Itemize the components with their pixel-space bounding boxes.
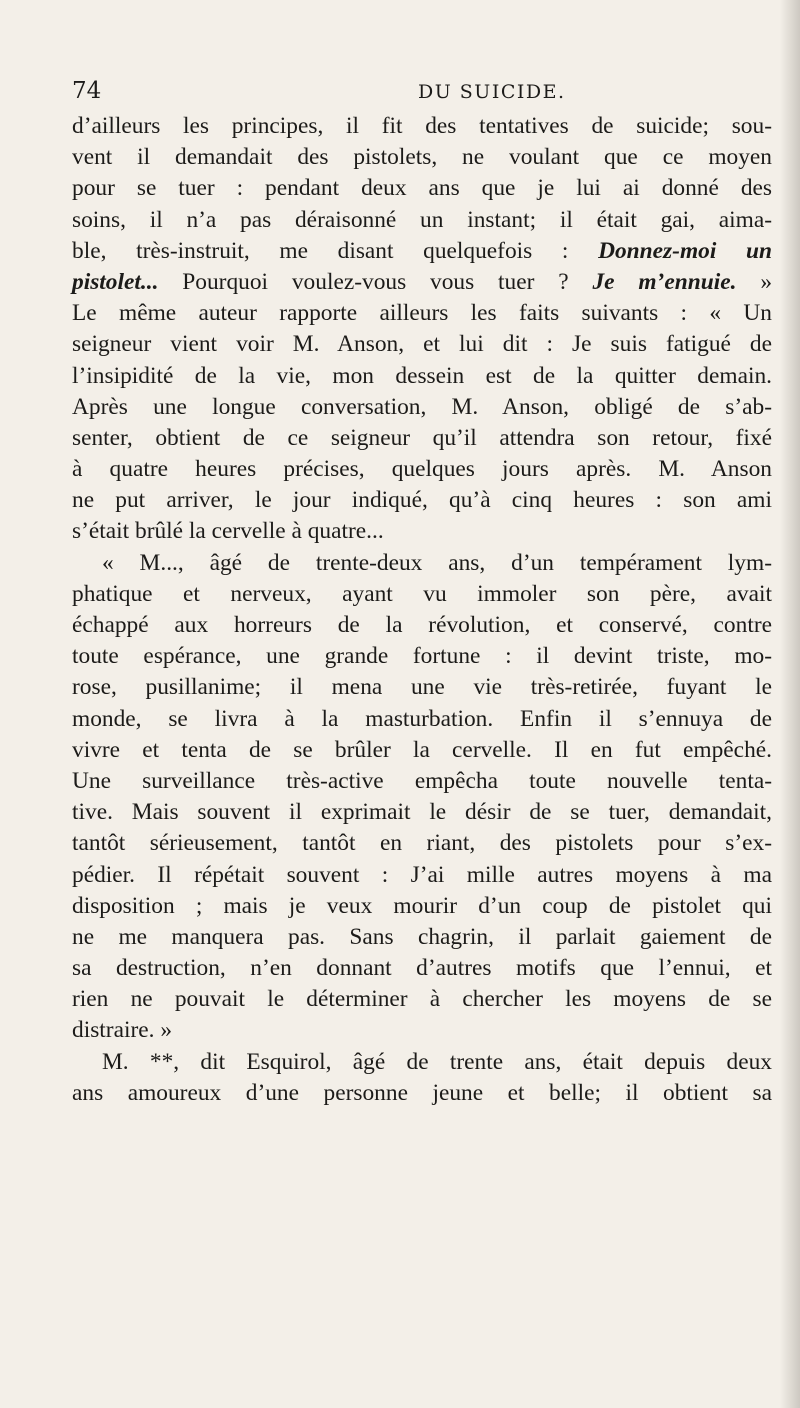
line-text: seigneur vient voir M. Anson, et lui dit : Je suis fatigué de — [72, 331, 772, 358]
line-text: ne me manquera pas. Sans chagrin, il parlait gaiement de — [72, 923, 772, 950]
line-text: soins, il n’a pas déraisonné un instant; il était gai, aima- — [72, 206, 772, 233]
line-text: senter, obtient de ce seigneur qu’il attendra son retour, fixé — [72, 424, 772, 451]
line-text: ans amoureux d’une personne jeune et belle; il obtient sa — [72, 1079, 772, 1106]
line-text: sa destruction, n’en donnant d’autres motifs que l’ennui, et — [72, 955, 772, 982]
line-text: Pourquoi voulez-vous vous tuer ? — [158, 268, 593, 295]
line-text: rien ne pouvait le déterminer à chercher les moyens de se — [72, 986, 772, 1013]
text-line — [72, 548, 772, 579]
page-number: 74 — [72, 78, 102, 104]
line-text: rose, pusillanime; il mena une vie très-retirée, fuyant le — [72, 674, 772, 701]
text-line — [72, 329, 772, 360]
line-text: pédier. Il répétait souvent : J’ai mille autres moyens à ma — [72, 861, 772, 888]
line-text: vivre et tenta de se brûler la cervelle. Il en fut empêché. — [72, 736, 772, 763]
text-line — [72, 267, 772, 298]
text-line — [72, 142, 772, 173]
line-text: tive. Mais souvent il exprimait le désir de se tuer, demandait, — [72, 799, 772, 826]
text-line — [72, 423, 772, 454]
text-line — [72, 454, 772, 485]
line-text: ne put arriver, le jour indiqué, qu’à cinq heures : son ami — [72, 487, 772, 514]
text-line — [72, 111, 772, 142]
text-line — [72, 516, 772, 547]
line-text: l’insipidité de la vie, mon dessein est de la quitter demain. — [72, 362, 772, 389]
text-line — [72, 485, 772, 516]
text-line — [72, 610, 772, 641]
text-line — [72, 361, 772, 392]
line-text: » — [736, 268, 773, 295]
text-line — [72, 1078, 772, 1109]
text-line — [72, 298, 772, 329]
text-line — [72, 579, 772, 610]
line-text: monde, se livra à la masturbation. Enfin il s’ennuya de — [72, 705, 772, 732]
text-line — [72, 891, 772, 922]
text-line — [72, 236, 772, 267]
text-line — [72, 953, 772, 984]
page-header — [72, 77, 772, 107]
text-line — [72, 797, 772, 828]
line-text: ble, très-instruit, me disant quelquefois : — [72, 237, 599, 264]
text-line — [72, 828, 772, 859]
text-line — [72, 672, 772, 703]
text-line — [72, 1047, 772, 1078]
line-text: d’ailleurs les principes, il fit des tentatives de suicide; sou- — [72, 113, 772, 139]
text-line — [72, 1015, 772, 1046]
line-text: distraire. » — [72, 1017, 173, 1044]
italic-text: pistolet... — [72, 268, 159, 295]
text-line — [72, 704, 772, 735]
italic-text: Je m’ennuie. — [592, 268, 737, 295]
italic-text: Donnez-moi un — [598, 237, 772, 264]
line-text: à quatre heures précises, quelques jours après. M. Anson — [72, 456, 772, 483]
text-line — [72, 984, 772, 1015]
page-edge-shadow — [780, 0, 800, 1408]
text-line — [72, 735, 772, 766]
body-text — [72, 111, 772, 1109]
line-text: toute espérance, une grande fortune : il devint triste, mo- — [72, 643, 772, 670]
running-head: DU SUICIDE. — [418, 81, 566, 103]
line-text: Une surveillance très-active empêcha toute nouvelle tenta- — [72, 767, 772, 794]
line-text: Après une longue conversation, M. Anson, obligé de s’ab- — [72, 393, 772, 420]
line-text: M. **, dit Esquirol, âgé de trente ans, était depuis deux — [102, 1048, 772, 1075]
text-line — [72, 860, 772, 891]
text-line — [72, 922, 772, 953]
line-text: disposition ; mais je veux mourir d’un coup de pistolet qui — [72, 892, 772, 919]
line-text: vent il demandait des pistolets, ne voulant que ce moyen — [72, 144, 772, 171]
text-line — [72, 766, 772, 797]
line-text: Le même auteur rapporte ailleurs les faits suivants : « Un — [72, 300, 772, 327]
text-line — [72, 641, 772, 672]
line-text: échappé aux horreurs de la révolution, et conservé, contre — [72, 612, 772, 638]
line-text: « M..., âgé de trente-deux ans, d’un tempérament lym- — [102, 549, 772, 576]
line-text: s’était brûlé la cervelle à quatre... — [72, 518, 384, 545]
text-line — [72, 173, 772, 204]
line-text: tantôt sérieusement, tantôt en riant, des pistolets pour s’ex- — [72, 830, 772, 857]
line-text: phatique et nerveux, ayant vu immoler son père, avait — [72, 580, 772, 607]
line-text: pour se tuer : pendant deux ans que je lui ai donné des — [72, 175, 772, 202]
text-line — [72, 392, 772, 423]
text-line — [72, 205, 772, 236]
